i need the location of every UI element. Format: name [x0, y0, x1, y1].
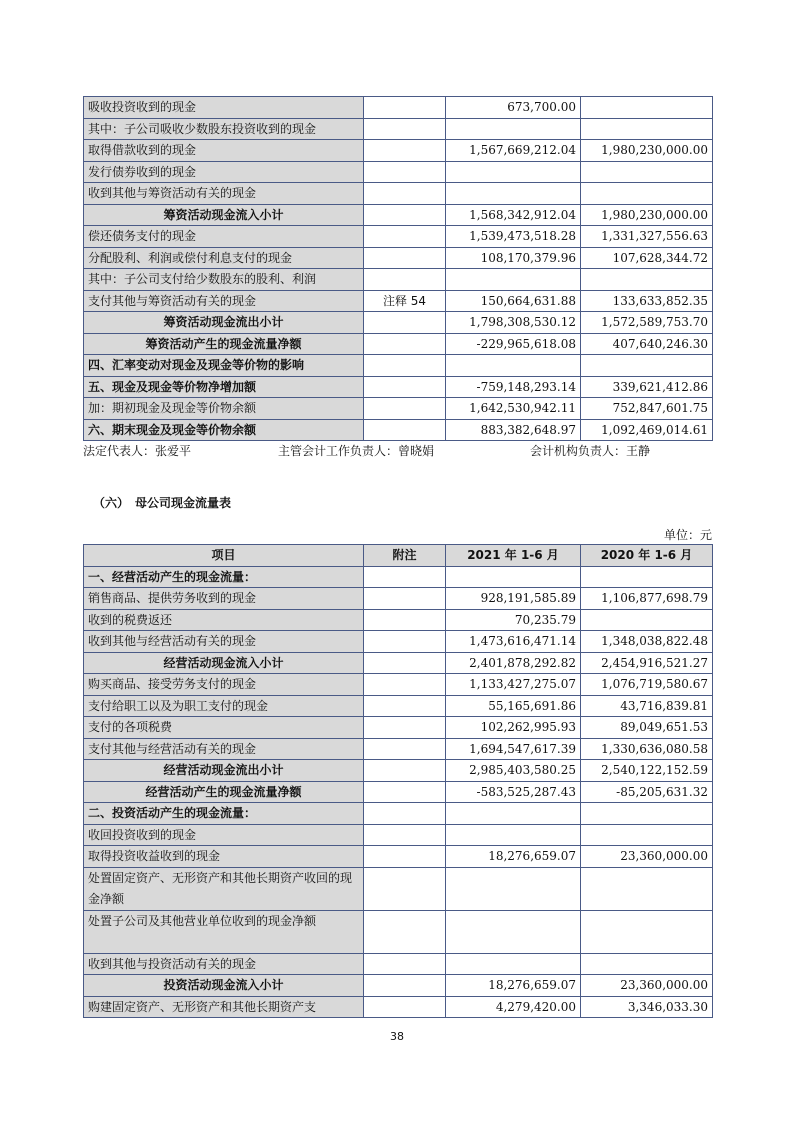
- header-2021: 2021 年 1-6 月: [446, 545, 581, 567]
- row-item-label: 支付的各项税费: [84, 717, 364, 739]
- row-note: [364, 566, 446, 588]
- row-item-label: 偿还债务支付的现金: [84, 226, 364, 248]
- row-prior-value: 133,633,852.35: [581, 290, 713, 312]
- table-row: [84, 996, 713, 1018]
- row-note: [364, 652, 446, 674]
- table-row: [84, 588, 713, 610]
- row-note: [364, 781, 446, 803]
- row-item-label: 收到其他与投资活动有关的现金: [84, 953, 364, 975]
- row-item-label: 收到其他与筹资活动有关的现金: [84, 183, 364, 205]
- row-prior-value: 23,360,000.00: [581, 846, 713, 868]
- table-row: [84, 355, 713, 377]
- row-prior-value: 23,360,000.00: [581, 975, 713, 997]
- row-prior-value: 339,621,412.86: [581, 376, 713, 398]
- row-prior-value: [581, 953, 713, 975]
- legal-representative: 法定代表人：张爱平: [83, 444, 192, 458]
- row-current-value: 1,694,547,617.39: [446, 738, 581, 760]
- table-row: [84, 376, 713, 398]
- row-item-label: 经营活动现金流入小计: [84, 652, 364, 674]
- table-row: [84, 566, 713, 588]
- row-item-label: 销售商品、提供劳务收到的现金: [84, 588, 364, 610]
- row-current-value: [446, 183, 581, 205]
- row-item-label: 四、汇率变动对现金及现金等价物的影响: [84, 355, 364, 377]
- row-current-value: [446, 118, 581, 140]
- row-current-value: [446, 953, 581, 975]
- row-current-value: 1,133,427,275.07: [446, 674, 581, 696]
- row-prior-value: 1,980,230,000.00: [581, 204, 713, 226]
- row-item-label: 收回投资收到的现金: [84, 824, 364, 846]
- row-note: [364, 803, 446, 825]
- row-item-label: 支付其他与经营活动有关的现金: [84, 738, 364, 760]
- row-current-value: 1,567,669,212.04: [446, 140, 581, 162]
- unit-label: 单位：元: [663, 528, 712, 542]
- row-current-value: 18,276,659.07: [446, 846, 581, 868]
- row-prior-value: [581, 269, 713, 291]
- row-prior-value: 1,106,877,698.79: [581, 588, 713, 610]
- row-note: [364, 247, 446, 269]
- row-prior-value: [581, 161, 713, 183]
- row-prior-value: [581, 97, 713, 119]
- row-note: [364, 269, 446, 291]
- row-current-value: 928,191,585.89: [446, 588, 581, 610]
- row-prior-value: 1,331,327,556.63: [581, 226, 713, 248]
- table-header-row: [84, 545, 713, 567]
- row-note: [364, 118, 446, 140]
- row-prior-value: -85,205,631.32: [581, 781, 713, 803]
- row-note: [364, 867, 446, 910]
- row-current-value: 1,798,308,530.12: [446, 312, 581, 334]
- row-current-value: 1,539,473,518.28: [446, 226, 581, 248]
- row-prior-value: 1,980,230,000.00: [581, 140, 713, 162]
- row-prior-value: [581, 118, 713, 140]
- row-note: [364, 355, 446, 377]
- table-row: [84, 824, 713, 846]
- row-item-label: 筹资活动产生的现金流量净额: [84, 333, 364, 355]
- row-note: [364, 609, 446, 631]
- row-note: [364, 204, 446, 226]
- table-row: [84, 674, 713, 696]
- row-current-value: [446, 269, 581, 291]
- table-row: [84, 290, 713, 312]
- row-prior-value: 2,540,122,152.59: [581, 760, 713, 782]
- table-row: [84, 161, 713, 183]
- row-item-label: 处置子公司及其他营业单位收到的现金净额: [84, 910, 364, 953]
- row-note: [364, 183, 446, 205]
- row-prior-value: [581, 824, 713, 846]
- table-row: [84, 226, 713, 248]
- row-current-value: -229,965,618.08: [446, 333, 581, 355]
- row-item-label: 支付其他与筹资活动有关的现金: [84, 290, 364, 312]
- row-prior-value: [581, 609, 713, 631]
- row-prior-value: [581, 910, 713, 953]
- row-item-label: 其中：子公司吸收少数股东投资收到的现金: [84, 118, 364, 140]
- row-note: [364, 910, 446, 953]
- row-current-value: 150,664,631.88: [446, 290, 581, 312]
- table-row: [84, 118, 713, 140]
- row-item-label: 支付给职工以及为职工支付的现金: [84, 695, 364, 717]
- table-row: [84, 652, 713, 674]
- row-item-label: 经营活动产生的现金流量净额: [84, 781, 364, 803]
- table-row: [84, 846, 713, 868]
- row-prior-value: 89,049,651.53: [581, 717, 713, 739]
- row-current-value: [446, 803, 581, 825]
- row-note: [364, 738, 446, 760]
- row-note: [364, 975, 446, 997]
- row-current-value: -759,148,293.14: [446, 376, 581, 398]
- table-row: [84, 910, 713, 953]
- row-note: [364, 717, 446, 739]
- row-item-label: 其中：子公司支付给少数股东的股利、利润: [84, 269, 364, 291]
- row-current-value: 4,279,420.00: [446, 996, 581, 1018]
- header-item: 项目: [84, 545, 364, 567]
- table-row: [84, 333, 713, 355]
- row-current-value: 55,165,691.86: [446, 695, 581, 717]
- row-item-label: 购买商品、接受劳务支付的现金: [84, 674, 364, 696]
- row-note: [364, 398, 446, 420]
- row-current-value: 1,568,342,912.04: [446, 204, 581, 226]
- row-note: [364, 824, 446, 846]
- table-row: [84, 717, 713, 739]
- row-note: [364, 631, 446, 653]
- row-item-label: 筹资活动现金流出小计: [84, 312, 364, 334]
- row-current-value: [446, 161, 581, 183]
- row-current-value: 108,170,379.96: [446, 247, 581, 269]
- table-row: [84, 97, 713, 119]
- row-item-label: 五、现金及现金等价物净增加额: [84, 376, 364, 398]
- row-item-label: 收到的税费返还: [84, 609, 364, 631]
- row-prior-value: 107,628,344.72: [581, 247, 713, 269]
- row-item-label: 二、投资活动产生的现金流量：: [84, 803, 364, 825]
- row-item-label: 取得借款收到的现金: [84, 140, 364, 162]
- row-prior-value: 1,330,636,080.58: [581, 738, 713, 760]
- row-item-label: 一、经营活动产生的现金流量：: [84, 566, 364, 588]
- table-row: [84, 419, 713, 441]
- row-note: [364, 588, 446, 610]
- row-prior-value: 1,572,589,753.70: [581, 312, 713, 334]
- row-note: [364, 97, 446, 119]
- header-2020: 2020 年 1-6 月: [581, 545, 713, 567]
- row-item-label: 收到其他与经营活动有关的现金: [84, 631, 364, 653]
- row-item-label: 发行债券收到的现金: [84, 161, 364, 183]
- row-current-value: 70,235.79: [446, 609, 581, 631]
- row-current-value: 18,276,659.07: [446, 975, 581, 997]
- row-current-value: -583,525,287.43: [446, 781, 581, 803]
- table-row: [84, 140, 713, 162]
- row-current-value: [446, 867, 581, 910]
- row-note: [364, 996, 446, 1018]
- row-prior-value: 3,346,033.30: [581, 996, 713, 1018]
- page-number: 38: [390, 1030, 404, 1043]
- row-note: [364, 226, 446, 248]
- row-item-label: 经营活动现金流出小计: [84, 760, 364, 782]
- row-prior-value: [581, 355, 713, 377]
- financing-cash-flow-table: [83, 96, 713, 441]
- table-row: [84, 398, 713, 420]
- row-prior-value: [581, 867, 713, 910]
- table-row: [84, 953, 713, 975]
- row-prior-value: [581, 566, 713, 588]
- table-row: [84, 975, 713, 997]
- table-row: [84, 247, 713, 269]
- row-current-value: 2,985,403,580.25: [446, 760, 581, 782]
- row-note: [364, 161, 446, 183]
- row-prior-value: [581, 183, 713, 205]
- row-note: [364, 376, 446, 398]
- row-prior-value: 1,092,469,014.61: [581, 419, 713, 441]
- row-current-value: 2,401,878,292.82: [446, 652, 581, 674]
- row-item-label: 吸收投资收到的现金: [84, 97, 364, 119]
- parent-cash-flow-table: [83, 544, 713, 1018]
- row-prior-value: 407,640,246.30: [581, 333, 713, 355]
- table-row: [84, 269, 713, 291]
- row-current-value: 883,382,648.97: [446, 419, 581, 441]
- row-note: [364, 333, 446, 355]
- row-current-value: 102,262,995.93: [446, 717, 581, 739]
- table-row: [84, 803, 713, 825]
- row-current-value: [446, 566, 581, 588]
- row-item-label: 筹资活动现金流入小计: [84, 204, 364, 226]
- row-prior-value: 43,716,839.81: [581, 695, 713, 717]
- row-note: [364, 312, 446, 334]
- row-item-label: 投资活动现金流入小计: [84, 975, 364, 997]
- row-current-value: [446, 824, 581, 846]
- row-current-value: 1,473,616,471.14: [446, 631, 581, 653]
- row-note: [364, 953, 446, 975]
- accounting-head: 主管会计工作负责人：曾晓娟: [278, 444, 435, 458]
- table-row: [84, 867, 713, 910]
- row-prior-value: 2,454,916,521.27: [581, 652, 713, 674]
- table-row: [84, 695, 713, 717]
- row-item-label: 处置固定资产、无形资产和其他长期资产收回的现金净额: [84, 867, 364, 910]
- row-item-label: 购建固定资产、无形资产和其他长期资产支: [84, 996, 364, 1018]
- table-row: [84, 183, 713, 205]
- row-item-label: 分配股利、利润或偿付利息支付的现金: [84, 247, 364, 269]
- table-row: [84, 760, 713, 782]
- row-prior-value: 1,348,038,822.48: [581, 631, 713, 653]
- row-note: [364, 674, 446, 696]
- row-prior-value: [581, 803, 713, 825]
- row-note: [364, 695, 446, 717]
- row-current-value: [446, 355, 581, 377]
- row-item-label: 加：期初现金及现金等价物余额: [84, 398, 364, 420]
- row-note: 注释 54: [364, 290, 446, 312]
- table-row: [84, 738, 713, 760]
- header-note: 附注: [364, 545, 446, 567]
- row-current-value: 1,642,530,942.11: [446, 398, 581, 420]
- row-current-value: [446, 910, 581, 953]
- table-row: [84, 204, 713, 226]
- row-item-label: 六、期末现金及现金等价物余额: [84, 419, 364, 441]
- row-note: [364, 419, 446, 441]
- row-note: [364, 760, 446, 782]
- row-prior-value: 752,847,601.75: [581, 398, 713, 420]
- table-row: [84, 631, 713, 653]
- row-prior-value: 1,076,719,580.67: [581, 674, 713, 696]
- row-note: [364, 140, 446, 162]
- section-title: （六） 母公司现金流量表: [93, 496, 232, 510]
- table-row: [84, 312, 713, 334]
- accounting-institution-head: 会计机构负责人：王静: [530, 444, 651, 458]
- table-row: [84, 609, 713, 631]
- row-note: [364, 846, 446, 868]
- row-item-label: 取得投资收益收到的现金: [84, 846, 364, 868]
- table-row: [84, 781, 713, 803]
- row-current-value: 673,700.00: [446, 97, 581, 119]
